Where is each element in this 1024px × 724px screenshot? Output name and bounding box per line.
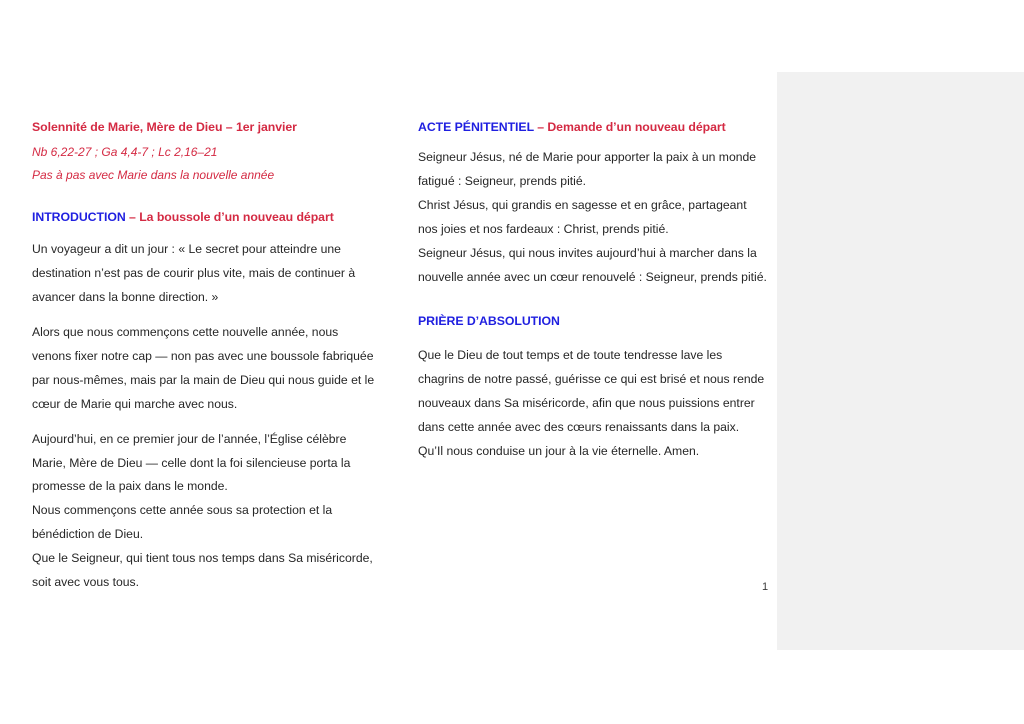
penitential-act-heading-subtitle: – Demande d’un nouveau départ (537, 120, 726, 134)
penitential-invocation-3: Seigneur Jésus, qui nous invites aujourd’hui à marcher dans la nouvelle année avec un cœur renouvelé : Seigneur, prends pitié. (418, 246, 767, 284)
introduction-heading-key: INTRODUCTION (32, 209, 126, 224)
penitential-invocation-1: Seigneur Jésus, né de Marie pour apporter la paix à un monde fatigué : Seigneur, prends pitié. (418, 150, 757, 189)
absolution-paragraph-1: Que le Dieu de tout temps et de toute tendresse lave les chagrins de notre passé, guérisse ce qui est brisé et nous rende nouveaux dans Sa miséricorde, afin que nous puissions entrer dans cette année avec des cœurs renaissants dans la paix. (418, 348, 765, 435)
decorative-gray-panel (777, 72, 1024, 650)
page-number: 1 (762, 581, 769, 593)
left-column (32, 118, 380, 595)
intro-paragraph-compass: Alors que nous commençons cette nouvelle année, nous venons fixer notre cap — non pas avec une boussole fabriquée par nous-mêmes, mais par la main de Dieu qui nous guide et le cœur de Marie qui marche avec nous. (32, 324, 375, 411)
intro-paragraph-mary-mother-of-god: Aujourd’hui, en ce premier jour de l’année, l’Église célèbre Marie, Mère de Dieu — celle dont la foi silencieuse porta la promesse de la paix dans le monde. (32, 431, 351, 494)
penitential-act-heading-key: ACTE PÉNITENTIEL (418, 120, 534, 134)
introduction-heading (32, 208, 380, 226)
absolution-prayer-heading-key: PRIÈRE D’ABSOLUTION (418, 313, 560, 328)
document-title: Solennité de Marie, Mère de Dieu – 1er janvier (32, 120, 297, 134)
penitential-act-heading (418, 118, 768, 136)
intro-paragraph-traveler-quote: Un voyageur a dit un jour : « Le secret pour atteindre une destination n’est pas de courir plus vite, mais de continuer à avancer dans la bonne direction. » (32, 242, 356, 305)
penitential-invocation-2: Christ Jésus, qui grandis en sagesse et en grâce, partageant nos joies et nos fardeaux : Christ, prends pitié. (418, 198, 747, 237)
scripture-references: Nb 6,22-27 ; Ga 4,4-7 ; Lc 2,16–21 (32, 145, 218, 160)
introduction-heading-subtitle: – La boussole d’un nouveau départ (129, 209, 334, 224)
absolution-prayer-heading (418, 312, 768, 330)
intro-paragraph-greeting: Que le Seigneur, qui tient tous nos temps dans Sa miséricorde, soit avec vous tous. (32, 551, 373, 590)
right-column (418, 118, 768, 464)
intro-paragraph-protection: Nous commençons cette année sous sa protection et la bénédiction de Dieu. (32, 503, 333, 542)
document-theme: Pas à pas avec Marie dans la nouvelle année (32, 168, 275, 183)
absolution-paragraph-2: Qu’Il nous conduise un jour à la vie éternelle. Amen. (418, 443, 700, 458)
